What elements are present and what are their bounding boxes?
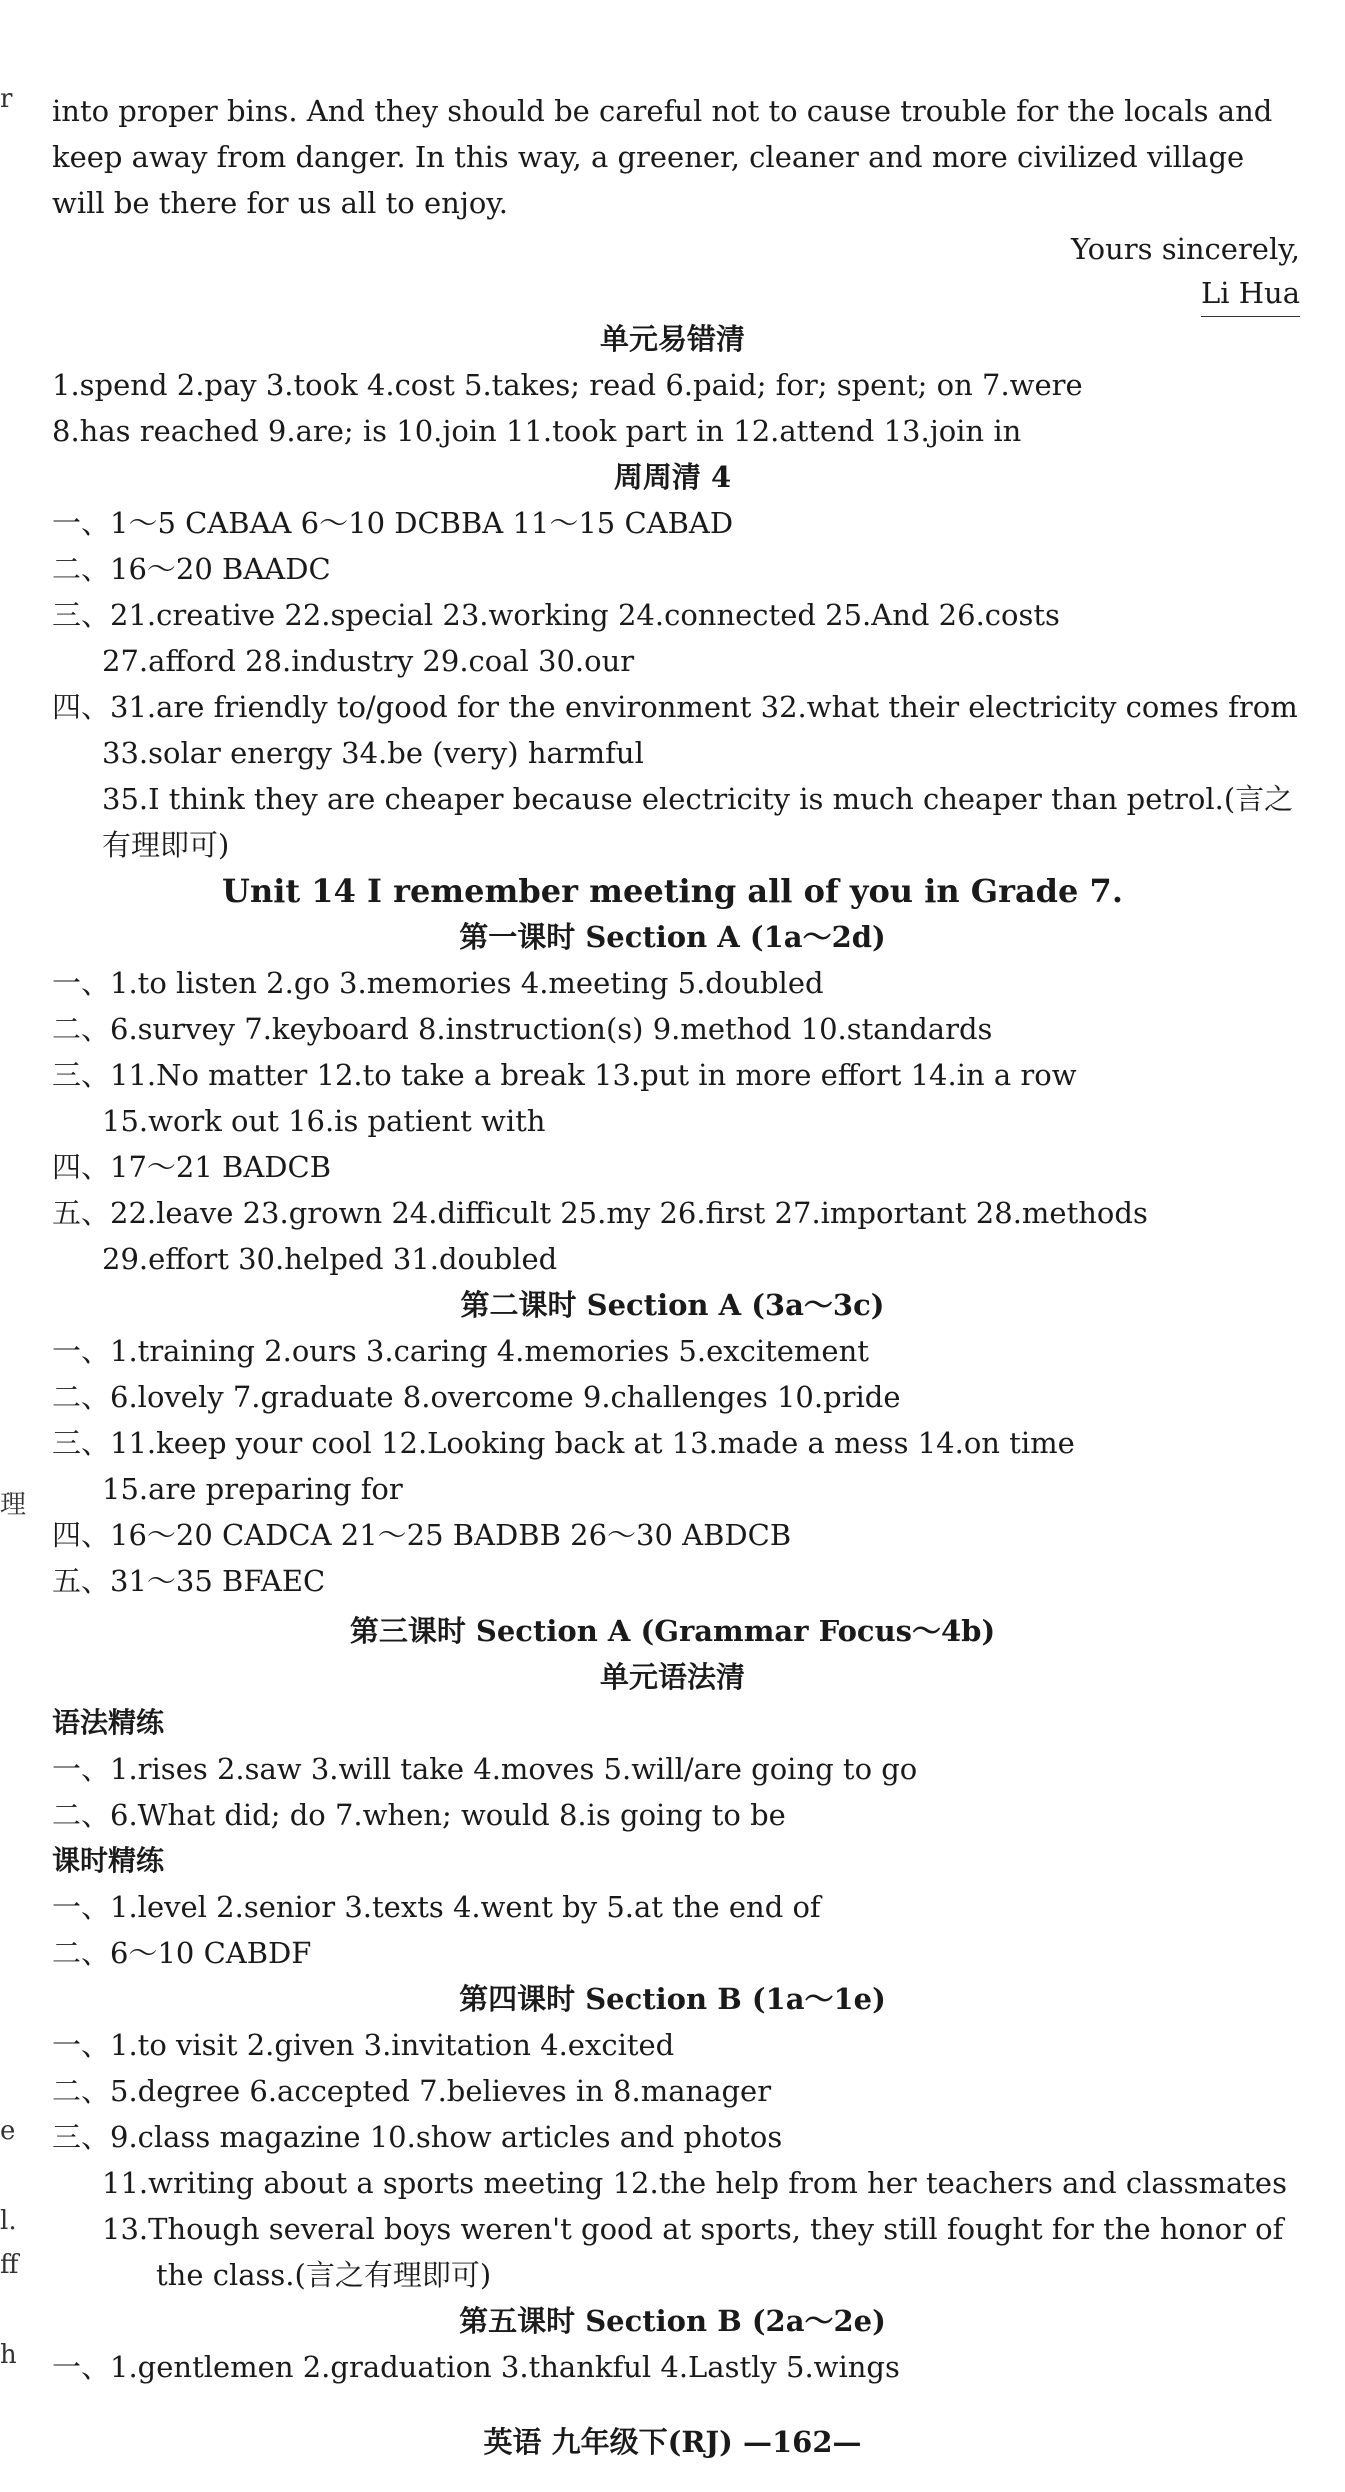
section-title-grammar: 单元语法清 xyxy=(599,1660,745,1694)
margin-fragment: e xyxy=(0,2116,16,2146)
answer-line: 四、16～20 CADCA 21～25 BADBB 26～30 ABDCB xyxy=(52,1518,792,1552)
answer-line: 11.writing about a sports meeting 12.the help from her teachers and classmates xyxy=(102,2166,1287,2200)
subsection-label: 语法精练 xyxy=(52,1706,165,1739)
answer-line: 有理即可) xyxy=(102,828,230,862)
section-title-weekly: 周周清 4 xyxy=(613,460,732,494)
letter-line: keep away from danger. In this way, a greener, cleaner and more civilized village xyxy=(52,140,1245,174)
answer-line: 13.Though several boys weren't good at sports, they still fought for the honor of xyxy=(102,2212,1284,2246)
unit-title: Unit 14 I remember meeting all of you in Grade 7. xyxy=(222,872,1123,910)
lesson-title: 第二课时 Section A (3a～3c) xyxy=(460,1288,885,1322)
answer-line: 15.work out 16.is patient with xyxy=(102,1104,546,1138)
letter-line: into proper bins. And they should be careful not to cause trouble for the locals and xyxy=(52,94,1273,128)
answer-line: 二、5.degree 6.accepted 7.believes in 8.manager xyxy=(52,2074,772,2108)
letter-line: will be there for us all to enjoy. xyxy=(52,186,509,220)
answer-line: 一、1.to listen 2.go 3.memories 4.meeting 5.doubled xyxy=(52,966,824,1000)
letter-signature: Li Hua xyxy=(1201,270,1300,317)
answer-line: 15.are preparing for xyxy=(102,1472,403,1506)
answer-line: 1.spend 2.pay 3.took 4.cost 5.takes; read 6.paid; for; spent; on 7.were xyxy=(52,368,1083,402)
answer-line: 三、9.class magazine 10.show articles and photos xyxy=(52,2120,783,2154)
answer-line: 五、31～35 BFAEC xyxy=(52,1564,326,1598)
answer-line: 29.effort 30.helped 31.doubled xyxy=(102,1242,558,1276)
answer-line: 二、6～10 CABDF xyxy=(52,1936,312,1970)
lesson-title: 第一课时 Section A (1a～2d) xyxy=(459,920,886,954)
answer-line: 三、21.creative 22.special 23.working 24.connected 25.And 26.costs xyxy=(52,598,1060,632)
subsection-label: 课时精练 xyxy=(52,1844,165,1877)
answer-line: 五、22.leave 23.grown 24.difficult 25.my 26.first 27.important 28.methods xyxy=(52,1196,1148,1230)
answer-line: 一、1.level 2.senior 3.texts 4.went by 5.at the end of xyxy=(52,1890,821,1924)
lesson-title: 第四课时 Section B (1a～1e) xyxy=(459,1982,886,2016)
page-footer: 英语 九年级下(RJ) —162— xyxy=(483,2425,862,2459)
answer-line: 27.afford 28.industry 29.coal 30.our xyxy=(102,644,635,678)
section-title-common-errors: 单元易错清 xyxy=(599,322,745,356)
lesson-title: 第三课时 Section A (Grammar Focus～4b) xyxy=(349,1614,996,1648)
letter-closing: Yours sincerely, xyxy=(1070,232,1300,266)
answer-line: 一、1.training 2.ours 3.caring 4.memories 5.excitement xyxy=(52,1334,869,1368)
answer-line: 二、16～20 BAADC xyxy=(52,552,331,586)
answer-line: 二、6.survey 7.keyboard 8.instruction(s) 9.method 10.standards xyxy=(52,1012,993,1046)
margin-fragment: ff xyxy=(0,2250,19,2280)
answer-line: 三、11.No matter 12.to take a break 13.put in more effort 14.in a row xyxy=(52,1058,1077,1092)
answer-line: 四、17～21 BADCB xyxy=(52,1150,332,1184)
answer-line: 一、1～5 CABAA 6～10 DCBBA 11～15 CABAD xyxy=(52,506,734,540)
margin-fragment: 理 xyxy=(0,1490,27,1520)
answer-line: 一、1.rises 2.saw 3.will take 4.moves 5.will/are going to go xyxy=(52,1752,918,1786)
answer-line: 33.solar energy 34.be (very) harmful xyxy=(102,736,644,770)
answer-line: the class.(言之有理即可) xyxy=(156,2258,492,2292)
lesson-title: 第五课时 Section B (2a～2e) xyxy=(459,2304,886,2338)
answer-line: 四、31.are friendly to/good for the environment 32.what their electricity comes from xyxy=(52,690,1298,724)
margin-fragment: h xyxy=(0,2340,17,2370)
answer-line: 8.has reached 9.are; is 10.join 11.took part in 12.attend 13.join in xyxy=(52,414,1022,448)
margin-fragment: r xyxy=(0,84,13,114)
answer-line: 一、1.to visit 2.given 3.invitation 4.excited xyxy=(52,2028,675,2062)
margin-fragment: l. xyxy=(0,2206,17,2236)
answer-line: 35.I think they are cheaper because electricity is much cheaper than petrol.(言之 xyxy=(102,782,1294,816)
answer-line: 一、1.gentlemen 2.graduation 3.thankful 4.Lastly 5.wings xyxy=(52,2350,900,2384)
answer-line: 二、6.What did; do 7.when; would 8.is going to be xyxy=(52,1798,786,1832)
answer-line: 三、11.keep your cool 12.Looking back at 13.made a mess 14.on time xyxy=(52,1426,1075,1460)
answer-line: 二、6.lovely 7.graduate 8.overcome 9.challenges 10.pride xyxy=(52,1380,901,1414)
